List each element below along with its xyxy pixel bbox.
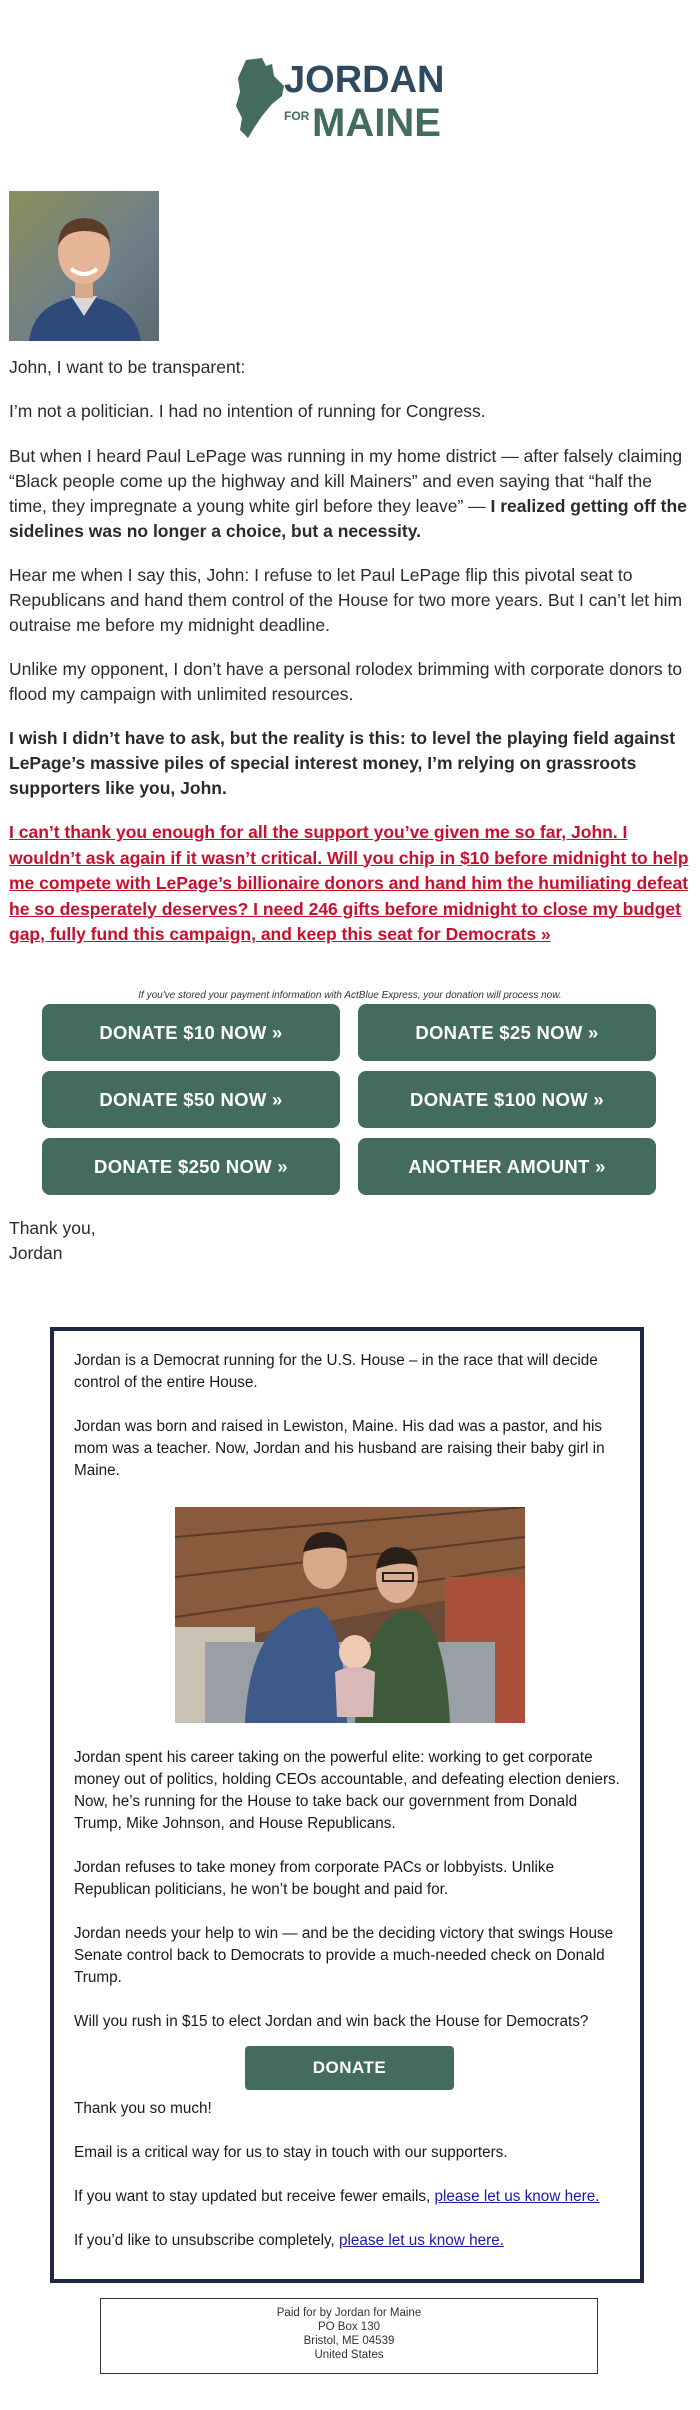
- paid-for-line-2: PO Box 130: [317, 2321, 380, 2333]
- donate-50-button[interactable]: DONATE $50 NOW »: [42, 1071, 340, 1128]
- bio-paragraph-4: Jordan refuses to take money from corporate PACs or lobbyists. Unlike Republican politicians, he won’t be bought and paid for.: [74, 1859, 555, 1898]
- cta-paragraph: [9, 820, 691, 948]
- paragraph-3: Hear me when I say this, John: I refuse to let Paul LePage flip this pivotal seat to Republicans and hand them control of the House for two more years. But I can’t let him outraise me before my midnight deadline.: [9, 565, 683, 635]
- logo-for: FOR: [284, 109, 310, 123]
- paragraph-4: Unlike my opponent, I don’t have a personal rolodex brimming with corporate donors to flood my campaign with unlimited resources.: [9, 659, 683, 704]
- campaign-logo: [232, 56, 472, 142]
- paragraph-1: I’m not a politician. I had no intention of running for Congress.: [9, 401, 486, 421]
- greeting: John, I want to be transparent:: [9, 357, 246, 377]
- signoff-thanks: Thank you,: [9, 1218, 96, 1238]
- paid-for-disclaimer: [100, 2298, 598, 2374]
- paid-for-line-3: Bristol, ME 04539: [303, 2335, 395, 2347]
- fewer-emails-line: If you want to stay updated but receive fewer emails, please let us know here.: [74, 2188, 600, 2205]
- paid-for-line-1: Paid for by Jordan for Maine: [276, 2307, 422, 2319]
- email-note: Email is a critical way for us to stay in touch with our supporters.: [74, 2144, 508, 2161]
- bio-paragraph-5: Jordan needs your help to win — and be the deciding victory that swings House Senate control back to Democrats to provide a much-needed check on Donald Trump.: [74, 1925, 614, 1986]
- candidate-headshot: [9, 191, 159, 341]
- maine-state-icon: [232, 56, 472, 142]
- donate-25-button[interactable]: DONATE $25 NOW »: [358, 1004, 656, 1061]
- donate-10-button[interactable]: DONATE $10 NOW »: [42, 1004, 340, 1061]
- cta-donate-link[interactable]: I can’t thank you enough for all the support you’ve given me so far, John. I wouldn’t ask again if it wasn’t critical. Will you chip in $10 before midnight to help me compete with LePage’s billionaire donors and hand him the humiliating defeat he so desperately deserves? I need 246 gifts before midnight to close my budget gap, fully fund this campaign, and keep this seat for Democrats »: [9, 822, 689, 944]
- bio-thanks: Thank you so much!: [74, 2100, 212, 2117]
- signoff: [9, 1216, 96, 1266]
- bio-donate-button[interactable]: DONATE: [245, 2046, 454, 2090]
- bio-paragraph-3: Jordan spent his career taking on the powerful elite: working to get corporate money out of politics, holding CEOs accountable, and defeating election deniers. Now, he’s running for the House to take back our government from Donald Trump, Mike Johnson, and House Republicans.: [74, 1749, 620, 1832]
- logo-jordan: JORDAN: [284, 59, 445, 101]
- donate-100-button[interactable]: DONATE $100 NOW »: [358, 1071, 656, 1128]
- logo-maine: MAINE: [312, 101, 441, 142]
- bio-paragraph-1: Jordan is a Democrat running for the U.S. House – in the race that will decide control of the entire House.: [74, 1352, 598, 1391]
- unsubscribe-link[interactable]: please let us know here.: [339, 2232, 504, 2249]
- donate-250-button[interactable]: DONATE $250 NOW »: [42, 1138, 340, 1195]
- actblue-express-note: If you've stored your payment information with ActBlue Express, your donation will process now.: [138, 990, 562, 1001]
- donate-other-amount-button[interactable]: ANOTHER AMOUNT »: [358, 1138, 656, 1195]
- bio-paragraph-6: Will you rush in $15 to elect Jordan and win back the House for Democrats?: [74, 2013, 589, 2030]
- paragraph-5: I wish I didn’t have to ask, but the reality is this: to level the playing field against LePage’s massive piles of special interest money, I’m relying on grassroots supporters like you, John.: [9, 728, 676, 798]
- paragraph-2-bold: I realized getting off the sidelines was no longer a choice, but a necessity.: [9, 496, 687, 541]
- bio-paragraph-2: Jordan was born and raised in Lewiston, Maine. His dad was a pastor, and his mom was a teacher. Now, Jordan and his husband are raising their baby girl in Maine.: [74, 1418, 605, 1479]
- unsubscribe-line: If you’d like to unsubscribe completely, please let us know here.: [74, 2232, 504, 2249]
- fewer-emails-link[interactable]: please let us know here.: [434, 2188, 600, 2205]
- paid-for-line-4: United States: [314, 2349, 384, 2361]
- signoff-name: Jordan: [9, 1243, 63, 1263]
- paragraph-2: But when I heard Paul LePage was running in my home district — after falsely claiming “Black people come up the highway and kill Mainers” and even saying that “half the time, they impregnate a young white girl before they leave” — I realized getting off the sidelines was no longer a choice, but a necessity.: [9, 446, 687, 541]
- family-photo: [175, 1507, 525, 1723]
